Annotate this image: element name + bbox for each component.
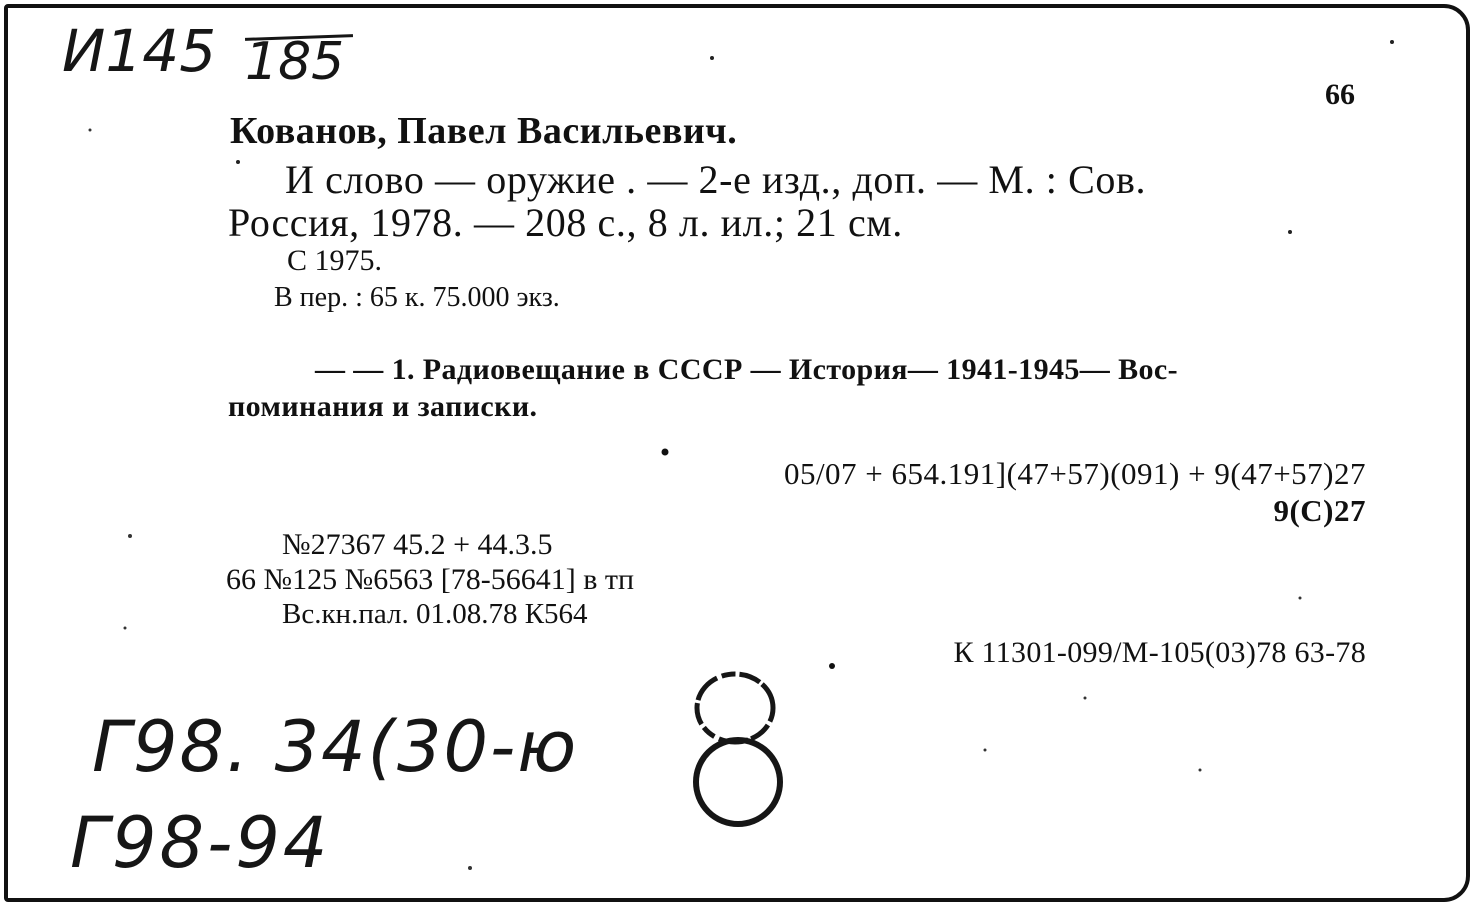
k-code: К 11301-099/М-105(03)78 63-78: [953, 636, 1366, 669]
binding-price: В пер. : 65 к. 75.000 экз.: [274, 282, 560, 313]
classification-line-1: 05/07 + 654.191](47+57)(091) + 9(47+57)27: [783, 456, 1366, 491]
card-number: 66: [1325, 78, 1355, 111]
subject-heading-line-2: поминания и записки.: [228, 390, 538, 423]
handwritten-shelfmark: И145: [62, 17, 217, 85]
record-numbers-line-1: №27367 45.2 + 44.3.5: [282, 528, 553, 561]
handwritten-classmark-2: Г98-94: [70, 802, 331, 884]
title-line-2: Россия, 1978. — 208 с., 8 л. ил.; 21 см.: [228, 200, 903, 245]
record-numbers-line-2: 66 №125 №6563 [78-56641] в тп: [226, 563, 635, 596]
handwritten-eight-symbol: [680, 660, 790, 840]
subject-heading-line-1: — — 1. Радиовещание в СССР — История— 1941-1945— Вос-: [315, 353, 1178, 386]
classification-line-2: 9(С)27: [1273, 493, 1366, 528]
handwritten-shelfmark-fraction: 185: [245, 32, 345, 92]
author-heading: Кованов, Павел Васильевич.: [230, 110, 738, 152]
handwritten-classmark-1: Г98. 34(30-ю: [92, 706, 579, 788]
record-numbers-line-3: Вс.кн.пал. 01.08.78 К564: [282, 598, 588, 630]
previous-edition: С 1975.: [287, 244, 383, 277]
title-line-1: И слово — оружие . — 2-е изд., доп. — М. : Сов.: [285, 157, 1147, 202]
